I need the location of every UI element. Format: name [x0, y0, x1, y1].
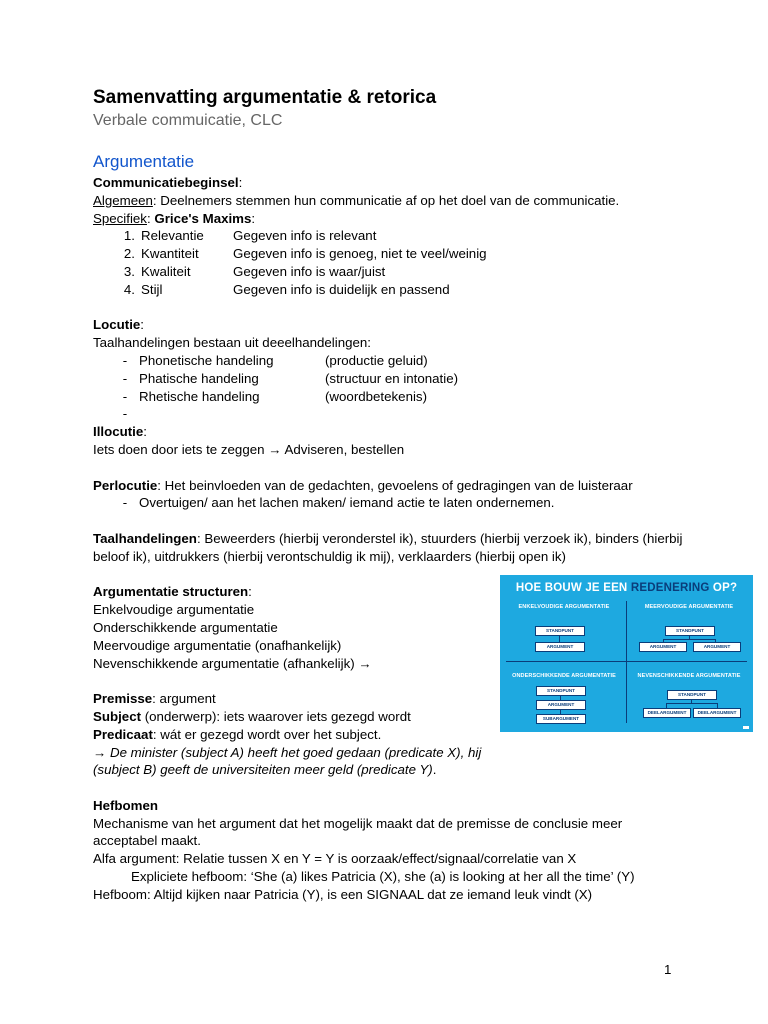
list-item: - Phatische handeling (structuur en intonatie)	[122, 370, 459, 386]
structuur-line: Enkelvoudige argumentatie	[93, 602, 255, 618]
premisse-line: Premisse: argument	[93, 691, 216, 707]
argument-box: ARGUMENT	[536, 700, 586, 710]
subargument-box: SUBARGUMENT	[536, 714, 586, 724]
quadrant-enkelvoudig	[502, 604, 626, 666]
hefbomen-heading: Hefbomen	[93, 797, 159, 813]
standpunt-box: STANDPUNT	[667, 690, 717, 700]
list-item: - Phonetische handeling (productie geluid)	[122, 352, 428, 368]
algemeen-label: Algemeen	[93, 192, 153, 208]
list-item: -	[122, 406, 128, 422]
logo-mark	[743, 726, 749, 729]
algemeen-line: Algemeen: Deelnemers stemmen hun communicatie af op het doel van de communicatie.	[93, 192, 620, 208]
hefboom-line: Hefboom: Altijd kijken naar Patricia (Y), is een SIGNAAL dat ze iemand leuk vindt (X)	[93, 886, 593, 902]
deelargument-box: DEELARGUMENT	[643, 708, 691, 718]
quadrant-nevenschikkend	[627, 673, 751, 732]
deelargument-box: DEELARGUMENT	[693, 708, 741, 718]
document-page	[93, 86, 683, 904]
hefbomen-text: Mechanisme van het argument dat het mogelijk maakt dat de premisse de conclusie meer acceptabel maakt.	[93, 815, 623, 849]
quadrant-label: ENKELVOUDIGE ARGUMENTATIE	[518, 604, 610, 610]
communicatiebeginsel-heading: Communicatiebeginsel:	[93, 175, 243, 190]
illocutie-heading: Illocutie:	[93, 424, 147, 440]
document-subtitle: Verbale commuicatie, CLC	[93, 112, 283, 129]
locutie-list	[93, 352, 683, 423]
connector-line	[663, 639, 716, 640]
page-number: 1	[664, 962, 672, 977]
standpunt-box: STANDPUNT	[536, 686, 586, 696]
list-item: 2. Kwantiteit Gegeven info is genoeg, niet te veel/weinig	[123, 246, 487, 262]
maxims-list	[93, 227, 683, 298]
infographic-title: HOE BOUW JE EEN REDENERING OP?	[515, 582, 738, 594]
alfa-argument-line: Alfa argument: Relatie tussen X en Y = Y is oorzaak/effect/signaal/correlatie van X	[93, 851, 577, 867]
quadrant-label: ONDERSCHIKKENDE ARGUMENTATIE	[512, 673, 616, 679]
specifiek-line: Specifiek: Grice's Maxims:	[93, 210, 256, 226]
argument-box: ARGUMENT	[693, 642, 741, 652]
quadrant-label: MEERVOUDIGE ARGUMENTATIE	[644, 604, 734, 610]
structuren-heading: Argumentatie structuren:	[93, 584, 252, 600]
list-item: 1. Relevantie Gegeven info is relevant	[123, 228, 377, 244]
document-title: Samenvatting argumentatie & retorica	[93, 87, 437, 108]
locutie-heading: Locutie:	[93, 317, 144, 333]
premisse-example: → De minister (subject A) heeft het goed gedaan (predicate X), hij (subject B) geeft de universiteiten meer geld (predicate Y).	[93, 744, 482, 778]
predicaat-line: Predicaat: wát er gezegd wordt over het subject.	[93, 726, 382, 742]
structuur-line: Nevenschikkende argumentatie (afhankelijk) →	[93, 655, 372, 671]
expliciete-hefboom-line: Expliciete hefboom: ‘She (a) likes Patricia (X), she (a) is looking at her all the time’ (Y)	[131, 869, 635, 885]
subject-line: Subject (onderwerp): iets waarover iets gezegd wordt	[93, 708, 411, 724]
list-item: - Overtuigen/ aan het lachen maken/ iemand actie te laten ondernemen.	[122, 495, 555, 511]
standpunt-box: STANDPUNT	[535, 626, 585, 636]
quadrant-label: NEVENSCHIKKENDE ARGUMENTATIE	[637, 673, 741, 679]
structuur-line: Onderschikkende argumentatie	[93, 619, 278, 635]
section-heading-argumentatie: Argumentatie	[93, 152, 195, 171]
list-item: 3. Kwaliteit Gegeven info is waar/juist	[123, 263, 386, 279]
argument-box: ARGUMENT	[535, 642, 585, 652]
locutie-text: Taalhandelingen bestaan uit deeelhandelingen:	[93, 335, 371, 351]
standpunt-box: STANDPUNT	[665, 626, 715, 636]
taalhandelingen-paragraph: Taalhandelingen: Beweerders (hierbij veronderstel ik), stuurders (hierbij verzoek ik), binders (hierbij beloof ik), uitdrukkers (hierbij verontschuldig ik mij), verklaarders (hierbij open ik)	[93, 530, 683, 564]
perlocutie-line: Perlocutie: Het beinvloeden van de gedachten, gevoelens of gedragingen van de luisteraar	[93, 477, 633, 493]
list-item: - Rhetische handeling (woordbetekenis)	[122, 388, 427, 404]
specifiek-label: Specifiek	[93, 210, 147, 226]
list-item: 4. Stijl Gegeven info is duidelijk en passend	[123, 281, 450, 297]
illocutie-text: Iets doen door iets te zeggen → Adviseren, bestellen	[93, 441, 405, 457]
connector-line	[666, 703, 718, 704]
redenering-infographic	[500, 575, 753, 732]
structuur-line: Meervoudige argumentatie (onafhankelijk)	[93, 637, 342, 653]
quadrant-meervoudig	[627, 604, 751, 666]
argument-box: ARGUMENT	[639, 642, 687, 652]
grice-maxims-label: Grice's Maxims	[154, 210, 252, 226]
quadrant-onderschikkend	[502, 673, 626, 732]
